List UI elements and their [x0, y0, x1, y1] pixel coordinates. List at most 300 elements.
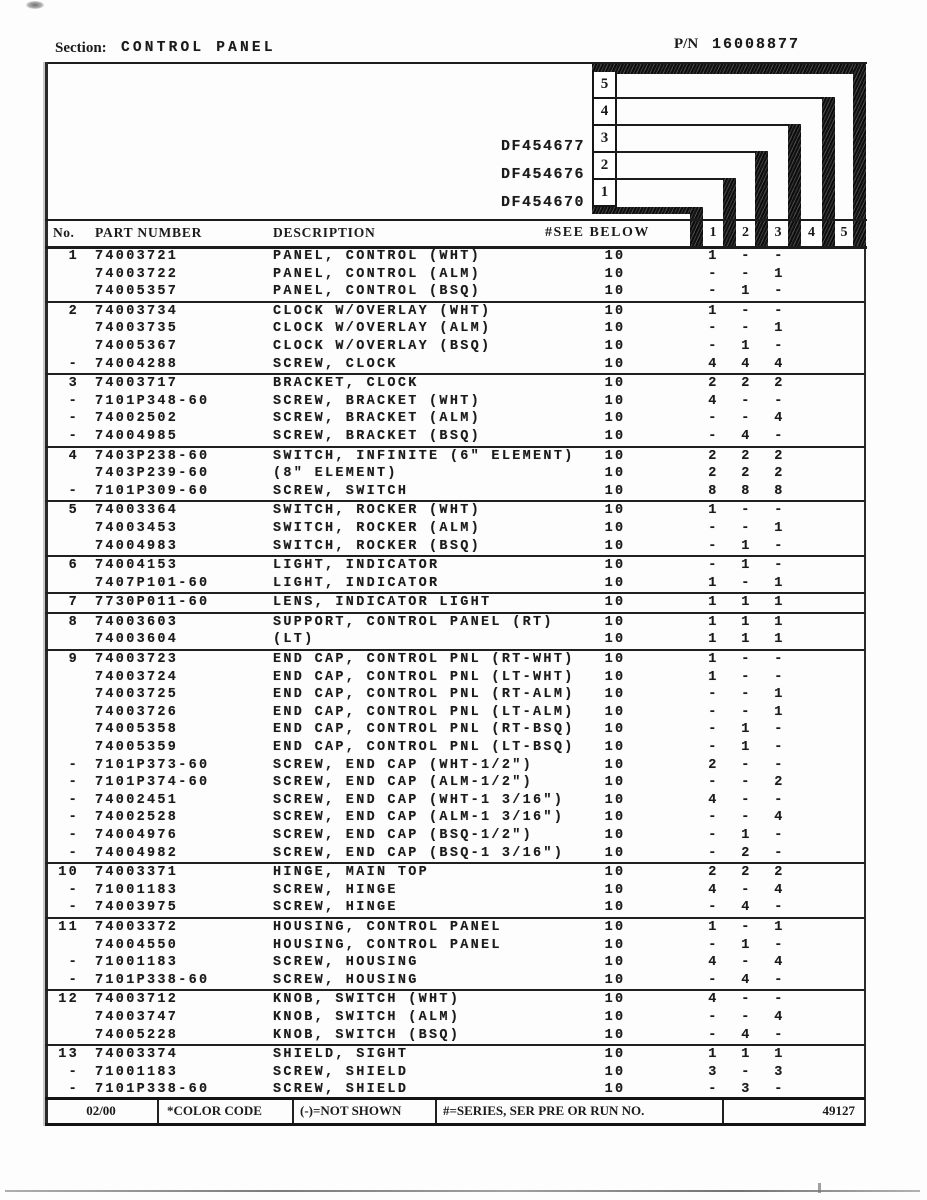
row-part-number: 74003603 — [95, 614, 179, 630]
row-no: - — [68, 411, 79, 427]
row-qty-col3: 4 — [774, 1009, 785, 1025]
row-qty-col5 — [829, 356, 862, 374]
row-description: SUPPORT, CONTROL PANEL (RT) — [273, 614, 554, 630]
row-description: END CAP, CONTROL PNL (LT-WHT) — [273, 669, 575, 685]
row-qty-col2: - — [741, 266, 752, 282]
row-no: 1 — [68, 249, 79, 264]
row-part-number: 74003372 — [95, 919, 179, 935]
row-qty-col1: - — [708, 1027, 719, 1043]
row-description: END CAP, CONTROL PNL (LT-ALM) — [273, 704, 575, 720]
row-no: - — [68, 900, 79, 916]
row-description: SCREW, HINGE — [273, 900, 398, 916]
row-spacer — [645, 882, 697, 900]
row-spacer — [645, 538, 697, 556]
row-see-below: 10 — [604, 919, 626, 935]
row-qty-col5 — [829, 1009, 862, 1027]
row-see-below: 10 — [604, 882, 626, 898]
row-qty-col5 — [829, 1027, 862, 1045]
row-part-number: 74003371 — [95, 865, 179, 881]
row-qty-col3: - — [774, 538, 785, 554]
row-qty-col5 — [829, 320, 862, 338]
row-qty-col3: 3 — [774, 1064, 785, 1080]
diagram-step-line-1 — [613, 178, 736, 180]
row-description: KNOB, SWITCH (BSQ) — [273, 1027, 461, 1043]
pn-label: P/N — [674, 36, 699, 52]
row-part-number: 7101P374-60 — [95, 775, 210, 791]
row-no — [45, 686, 79, 704]
table-row — [45, 266, 865, 284]
row-see-below: 10 — [604, 538, 626, 554]
row-qty-col5 — [829, 774, 862, 792]
row-part-number: 74003725 — [95, 687, 179, 703]
row-qty-col1: - — [708, 845, 719, 861]
row-no: - — [68, 1064, 79, 1080]
row-qty-col2: 1 — [741, 338, 752, 354]
row-part-number: 7101P348-60 — [95, 393, 210, 409]
row-qty-col2: 2 — [741, 376, 752, 392]
row-see-below: 10 — [604, 448, 626, 464]
row-qty-col4 — [796, 320, 829, 338]
row-spacer — [645, 1064, 697, 1082]
row-qty-col5 — [829, 465, 862, 483]
row-description: (8" ELEMENT) — [273, 466, 398, 482]
row-description: SCREW, HINGE — [273, 882, 398, 898]
row-spacer — [645, 972, 697, 990]
row-part-number: 7407P101-60 — [95, 575, 210, 591]
row-qty-col4 — [796, 266, 829, 284]
row-qty-col2: - — [741, 810, 752, 826]
row-see-below: 10 — [604, 249, 626, 264]
row-description: KNOB, SWITCH (ALM) — [273, 1009, 461, 1025]
row-no: 8 — [68, 614, 79, 630]
row-spacer — [645, 356, 697, 374]
row-see-below: 10 — [604, 937, 626, 953]
table-row — [45, 669, 865, 687]
row-description: KNOB, SWITCH (WHT) — [273, 992, 461, 1008]
table-row — [45, 809, 865, 827]
row-see-below: 10 — [604, 669, 626, 685]
row-qty-col3: 2 — [774, 865, 785, 881]
row-spacer — [645, 774, 697, 792]
row-spacer — [645, 899, 697, 917]
table-row — [45, 991, 865, 1009]
row-qty-col1: 1 — [708, 632, 719, 648]
row-qty-col4 — [796, 465, 829, 483]
row-see-below: 10 — [604, 393, 626, 409]
row-description: SWITCH, ROCKER (WHT) — [273, 503, 482, 519]
row-no: - — [68, 775, 79, 791]
row-qty-col4 — [796, 538, 829, 556]
row-qty-col1: 1 — [708, 919, 719, 935]
row-qty-col2: 1 — [741, 284, 752, 300]
row-qty-col2: 1 — [741, 722, 752, 738]
row-qty-col4 — [796, 774, 829, 792]
row-qty-col1: 1 — [708, 669, 719, 685]
diagram-bottom-stub — [690, 207, 703, 246]
row-description: PANEL, CONTROL (BSQ) — [273, 284, 482, 300]
table-row — [45, 919, 865, 937]
row-qty-col3: 2 — [774, 775, 785, 791]
table-row — [45, 792, 865, 810]
row-qty-col5 — [829, 899, 862, 917]
row-qty-col1: - — [708, 520, 719, 536]
row-see-below: 10 — [604, 503, 626, 519]
row-qty-col3: - — [774, 669, 785, 685]
row-qty-col5 — [829, 827, 862, 845]
row-description: SWITCH, ROCKER (ALM) — [273, 520, 482, 536]
row-spacer — [645, 864, 697, 882]
table-row — [45, 393, 865, 411]
table-row — [45, 686, 865, 704]
row-qty-col5 — [829, 575, 862, 593]
row-part-number: 74003364 — [95, 503, 179, 519]
row-qty-col3: - — [774, 937, 785, 953]
row-qty-col1: 2 — [708, 466, 719, 482]
row-no — [45, 704, 79, 722]
row-description: SCREW, END CAP (ALM-1 3/16") — [273, 810, 565, 826]
part-group-2 — [45, 303, 865, 375]
diagram-row-cells — [592, 72, 617, 207]
row-qty-col3: 1 — [774, 614, 785, 630]
row-spacer — [645, 739, 697, 757]
row-spacer — [645, 248, 697, 266]
row-qty-col3: 2 — [774, 448, 785, 464]
row-see-below: 10 — [604, 992, 626, 1008]
diagram-col-cell-2: 2 — [736, 221, 755, 246]
part-group-9 — [45, 651, 865, 864]
row-part-number: 74003453 — [95, 520, 179, 536]
row-part-number: 74003723 — [95, 652, 179, 668]
row-description: SCREW, SHIELD — [273, 1082, 409, 1098]
row-qty-col5 — [829, 375, 862, 393]
row-qty-col5 — [829, 651, 862, 669]
row-qty-col2: - — [741, 919, 752, 935]
row-see-below: 10 — [604, 376, 626, 392]
footer-series-note: #=SERIES, SER PRE OR RUN NO. — [435, 1100, 722, 1123]
row-description: END CAP, CONTROL PNL (RT-ALM) — [273, 687, 575, 703]
row-qty-col4 — [796, 739, 829, 757]
part-group-5 — [45, 502, 865, 557]
row-qty-col3: - — [774, 1027, 785, 1043]
row-qty-col2: - — [741, 520, 752, 536]
table-row — [45, 502, 865, 520]
row-qty-col4 — [796, 972, 829, 990]
row-qty-col5 — [829, 991, 862, 1009]
row-qty-col1: 4 — [708, 992, 719, 1008]
row-no — [45, 669, 79, 687]
row-qty-col5 — [829, 248, 862, 266]
row-qty-col2: - — [741, 503, 752, 519]
row-qty-col1: - — [708, 266, 719, 282]
row-description: SCREW, SHIELD — [273, 1064, 409, 1080]
table-row — [45, 557, 865, 575]
row-qty-col2: - — [741, 652, 752, 668]
row-part-number: 74002528 — [95, 810, 179, 826]
row-description: CLOCK W/OVERLAY (ALM) — [273, 321, 492, 337]
row-part-number: 74004976 — [95, 828, 179, 843]
row-description: SWITCH, INFINITE (6" ELEMENT) — [273, 448, 575, 464]
row-no: - — [68, 955, 79, 971]
row-qty-col3: - — [774, 303, 785, 319]
diagram-elbow-band-2 — [755, 151, 768, 246]
part-group-8 — [45, 614, 865, 651]
table-row — [45, 356, 865, 374]
row-spacer — [645, 809, 697, 827]
row-spacer — [645, 338, 697, 356]
table-row — [45, 575, 865, 593]
row-qty-col3: 1 — [774, 704, 785, 720]
part-group-1 — [45, 248, 865, 303]
row-qty-col4 — [796, 954, 829, 972]
row-part-number: 74003747 — [95, 1009, 179, 1025]
row-spacer — [645, 669, 697, 687]
row-spacer — [645, 686, 697, 704]
row-qty-col1: - — [708, 284, 719, 300]
row-part-number: 7101P338-60 — [95, 1082, 210, 1098]
row-see-below: 10 — [604, 284, 626, 300]
row-no: - — [68, 882, 79, 898]
row-qty-col4 — [796, 1046, 829, 1064]
part-group-6 — [45, 557, 865, 594]
row-qty-col2: 4 — [741, 900, 752, 916]
row-qty-col2: - — [741, 321, 752, 337]
part-group-7 — [45, 594, 865, 614]
row-qty-col4 — [796, 937, 829, 955]
row-description: END CAP, CONTROL PNL (LT-BSQ) — [273, 740, 575, 756]
row-qty-col5 — [829, 669, 862, 687]
row-qty-col1: 4 — [708, 792, 719, 808]
row-qty-col2: 4 — [741, 972, 752, 988]
row-qty-col4 — [796, 809, 829, 827]
row-qty-col2: - — [741, 669, 752, 685]
row-no: 5 — [68, 503, 79, 519]
row-qty-col2: 1 — [741, 538, 752, 554]
row-no — [45, 320, 79, 338]
parts-table-body — [45, 248, 865, 1099]
footer-date: 02/00 — [86, 1103, 116, 1118]
row-spacer — [645, 483, 697, 501]
diagram-col-cell-4: 4 — [801, 221, 822, 246]
row-spacer — [645, 410, 697, 428]
model-label-df454676: DF454676 — [500, 166, 585, 183]
row-qty-col4 — [796, 721, 829, 739]
row-see-below: 10 — [604, 900, 626, 916]
table-row — [45, 428, 865, 446]
row-spacer — [645, 792, 697, 810]
row-description: PANEL, CONTROL (WHT) — [273, 249, 482, 264]
row-part-number: 7101P373-60 — [95, 757, 210, 773]
table-row — [45, 845, 865, 863]
row-qty-col1: 4 — [708, 393, 719, 409]
row-qty-col3: - — [774, 503, 785, 519]
row-qty-col5 — [829, 809, 862, 827]
table-row — [45, 520, 865, 538]
table-row — [45, 704, 865, 722]
row-no — [45, 538, 79, 556]
row-part-number: 74005367 — [95, 338, 179, 354]
row-qty-col2: 1 — [741, 595, 752, 611]
row-description: SHIELD, SIGHT — [273, 1047, 409, 1063]
part-group-10 — [45, 864, 865, 919]
table-row — [45, 721, 865, 739]
row-spacer — [645, 303, 697, 321]
row-qty-col5 — [829, 410, 862, 428]
table-row — [45, 972, 865, 990]
row-description: LIGHT, INDICATOR — [273, 575, 440, 591]
row-qty-col3: 4 — [774, 955, 785, 971]
footer-code: 49127 — [722, 1100, 865, 1123]
diagram-elbow-band-3 — [788, 124, 801, 246]
row-qty-col2: 4 — [741, 1027, 752, 1043]
row-spacer — [645, 954, 697, 972]
table-row — [45, 614, 865, 632]
row-no: 11 — [58, 919, 79, 935]
row-qty-col5 — [829, 864, 862, 882]
row-no — [45, 937, 79, 955]
row-qty-col4 — [796, 827, 829, 845]
row-see-below: 10 — [604, 266, 626, 282]
row-no: 4 — [68, 448, 79, 464]
row-no — [45, 631, 79, 649]
row-qty-col2: - — [741, 411, 752, 427]
table-row — [45, 594, 865, 612]
row-qty-col1: - — [708, 1082, 719, 1098]
row-no: 9 — [68, 652, 79, 668]
row-see-below: 10 — [604, 1009, 626, 1025]
row-qty-col5 — [829, 1046, 862, 1064]
row-qty-col5 — [829, 557, 862, 575]
row-spacer — [645, 919, 697, 937]
col-header-part-number: PART NUMBER — [95, 225, 203, 240]
row-qty-col2: 4 — [741, 428, 752, 444]
part-group-11 — [45, 919, 865, 991]
row-qty-col5 — [829, 954, 862, 972]
row-part-number: 71001183 — [95, 882, 179, 898]
row-qty-col4 — [796, 248, 829, 266]
table-row — [45, 757, 865, 775]
table-row — [45, 483, 865, 501]
row-qty-col3: 1 — [774, 595, 785, 611]
row-no: 6 — [68, 558, 79, 574]
section-label: Section: — [55, 40, 107, 56]
row-description: LENS, INDICATOR LIGHT — [273, 595, 492, 611]
row-see-below: 10 — [604, 338, 626, 354]
row-part-number: 74005228 — [95, 1027, 179, 1043]
diagram-top-band — [592, 64, 866, 74]
row-qty-col1: 3 — [708, 1064, 719, 1080]
row-see-below: 10 — [604, 575, 626, 591]
row-no — [45, 338, 79, 356]
row-qty-col1: - — [708, 937, 719, 953]
row-part-number: 74003726 — [95, 704, 179, 720]
row-description: PANEL, CONTROL (ALM) — [273, 266, 482, 282]
row-qty-col1: 1 — [708, 614, 719, 630]
row-qty-col5 — [829, 502, 862, 520]
table-row — [45, 631, 865, 649]
part-group-13 — [45, 1046, 865, 1099]
row-description: END CAP, CONTROL PNL (RT-BSQ) — [273, 722, 575, 738]
table-row — [45, 465, 865, 483]
row-see-below: 10 — [604, 972, 626, 988]
row-qty-col2: - — [741, 792, 752, 808]
row-part-number: 7101P309-60 — [95, 483, 210, 499]
row-qty-col2: - — [741, 393, 752, 409]
table-row — [45, 248, 865, 266]
row-qty-col2: 1 — [741, 632, 752, 648]
row-part-number: 74004985 — [95, 428, 179, 444]
row-qty-col1: - — [708, 538, 719, 554]
row-qty-col1: - — [708, 1009, 719, 1025]
row-qty-col3: - — [774, 792, 785, 808]
row-no — [45, 266, 79, 284]
row-qty-col4 — [796, 669, 829, 687]
row-qty-col3: - — [774, 828, 785, 843]
col-header-see-below: #SEE BELOW — [545, 225, 650, 240]
row-qty-col2: 2 — [741, 865, 752, 881]
row-qty-col3: - — [774, 393, 785, 409]
table-row — [45, 1046, 865, 1064]
row-see-below: 10 — [604, 466, 626, 482]
row-qty-col3: 1 — [774, 687, 785, 703]
row-qty-col3: - — [774, 722, 785, 738]
row-see-below: 10 — [604, 1082, 626, 1098]
row-part-number: 7101P338-60 — [95, 972, 210, 988]
model-label-df454670: DF454670 — [500, 194, 585, 211]
row-qty-col4 — [796, 283, 829, 301]
row-no: 12 — [58, 992, 79, 1008]
row-description: (LT) — [273, 632, 315, 648]
table-row — [45, 1009, 865, 1027]
row-qty-col4 — [796, 631, 829, 649]
row-part-number: 74004982 — [95, 845, 179, 861]
row-qty-col4 — [796, 338, 829, 356]
row-see-below: 10 — [604, 520, 626, 536]
table-row — [45, 283, 865, 301]
table-row — [45, 1064, 865, 1082]
row-qty-col4 — [796, 1027, 829, 1045]
row-no: - — [68, 428, 79, 444]
row-qty-col2: - — [741, 882, 752, 898]
row-qty-col5 — [829, 266, 862, 284]
row-qty-col3: - — [774, 972, 785, 988]
row-qty-col1: 1 — [708, 303, 719, 319]
row-qty-col4 — [796, 899, 829, 917]
row-qty-col4 — [796, 614, 829, 632]
row-qty-col3: - — [774, 338, 785, 354]
row-qty-col3: - — [774, 652, 785, 668]
row-spacer — [645, 283, 697, 301]
row-qty-col1: 4 — [708, 955, 719, 971]
row-qty-col5 — [829, 686, 862, 704]
row-qty-col3: 1 — [774, 632, 785, 648]
row-no: - — [68, 972, 79, 988]
row-part-number: 74005359 — [95, 740, 179, 756]
row-see-below: 10 — [604, 810, 626, 826]
row-see-below: 10 — [604, 828, 626, 843]
row-qty-col2: 1 — [741, 828, 752, 843]
row-description: SCREW, BRACKET (BSQ) — [273, 428, 482, 444]
row-qty-col2: 1 — [741, 740, 752, 756]
row-qty-col1: 4 — [708, 882, 719, 898]
row-see-below: 10 — [604, 652, 626, 668]
row-qty-col3: - — [774, 558, 785, 574]
row-see-below: 10 — [604, 558, 626, 574]
scan-artifact-line — [5, 1190, 920, 1192]
row-no — [45, 575, 79, 593]
row-qty-col2: 4 — [741, 356, 752, 372]
row-qty-col3: 4 — [774, 882, 785, 898]
diagram-row-cell-3: 3 — [594, 126, 615, 153]
